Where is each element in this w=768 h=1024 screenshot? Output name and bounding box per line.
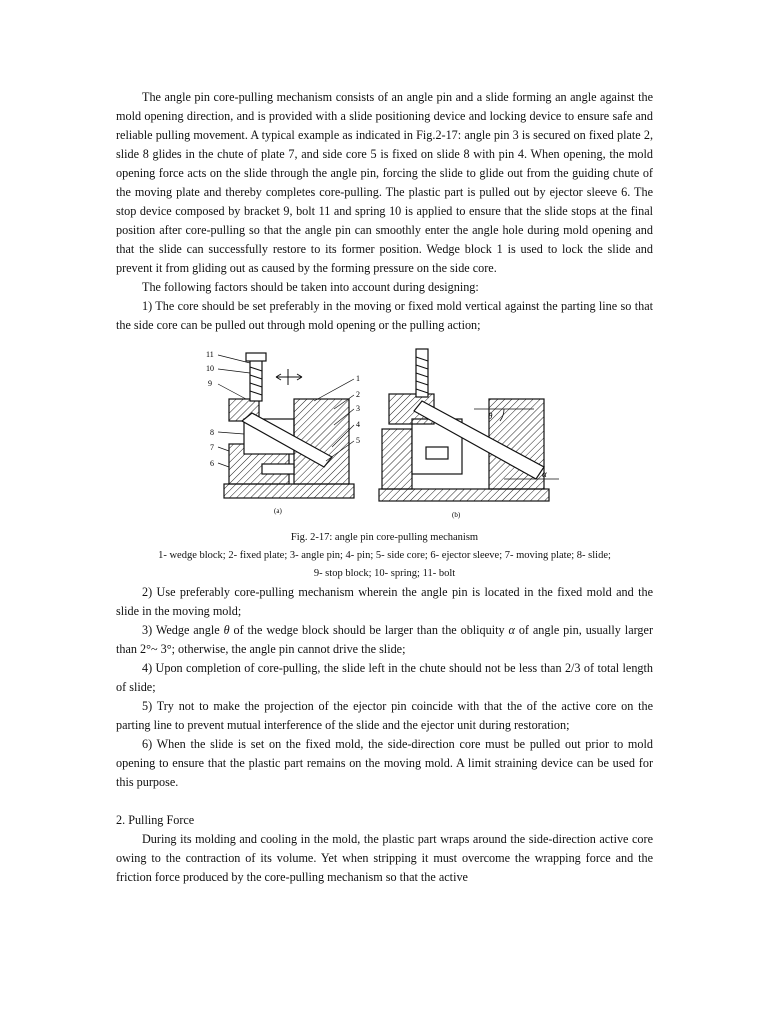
- section-heading: 2. Pulling Force: [116, 813, 195, 827]
- factor-3: [116, 621, 653, 659]
- label-11: 11: [206, 350, 214, 359]
- diagram-b: [379, 349, 559, 519]
- figure-2-17: [116, 339, 653, 529]
- figure-label-b: (b): [452, 511, 461, 519]
- label-9: 9: [208, 379, 212, 388]
- factor-3-theta: θ: [223, 623, 230, 637]
- label-6: 6: [210, 459, 214, 468]
- base-plate-b: [379, 489, 549, 501]
- label-5: 5: [356, 436, 360, 445]
- caption-title: Fig. 2-17: angle pin core-pulling mechanism: [290, 532, 479, 543]
- motion-arrow-a: [276, 374, 302, 380]
- caption-legend-2: 9- stop block; 10- spring; 11- bolt: [313, 568, 456, 579]
- document-page: [116, 88, 653, 887]
- factor-3-part-a: 3) Wedge angle: [142, 623, 224, 637]
- label-3: 3: [356, 404, 360, 413]
- factor-3-alpha: α: [508, 623, 515, 637]
- mechanism-diagram: [204, 339, 564, 529]
- base-plate-a: [224, 484, 354, 498]
- moving-plate-b: [382, 429, 412, 489]
- intro-paragraph: The angle pin core-pulling mechanism consists of an angle pin and a slide forming an angle against the mold opening direction, and is provided with a slide positioning device and locking device to ensure safe and reliable pulling movement. A typical example as indicated in Fig.2-17: angle pin 3 is secured on fixed plate 2, slide 8 glides in the chute of plate 7, and side core 5 is fixed on slide 8 with pin 4. When opening, the mold opening force acts on the slide through the angle pin, forcing the slide to glide out from the guiding chute of the moving plate and thereby completes core-pulling. The plastic part is pulled out by ejector sleeve 6. The stop device composed by bracket 9, bolt 11 and spring 10 is applied to ensure that the slide stops at the final position after core-pulling so that the angle pin can smoothly enter the angle hole during mold opening and that the slide can successfully restore to its former position. Wedge block 1 is used to lock the slide and prevent it from gliding out as caused by the forming pressure on the side core.: [116, 90, 653, 275]
- factor-5: 5) Try not to make the projection of the ejector pin coincide with that the of the active core on the parting line to prevent mutual interference of the slide and the ejector unit during restoration;: [116, 699, 653, 732]
- caption-legend-1: 1- wedge block; 2- fixed plate; 3- angle pin; 4- pin; 5- side core; 6- ejector sleeve; 7- moving plate; 8- slide;: [158, 550, 611, 561]
- ejector-sleeve-b: [426, 447, 448, 459]
- factor-6: 6) When the slide is set on the fixed mold, the side-direction core must be pulled out prior to mold opening to ensure that the plastic part remains on the moving mold. A limit straining device can be used for this purpose.: [116, 737, 653, 789]
- factor-3-part-c: of angle pin, usually larger than 2°~ 3°; otherwise, the angle pin cannot drive the slide;: [116, 623, 653, 656]
- factor-4: 4) Upon completion of core-pulling, the slide left in the chute should not be less than 2/3 of total length of slide;: [116, 661, 653, 694]
- section-body: During its molding and cooling in the mold, the plastic part wraps around the side-direction active core owing to the contraction of its volume. Yet when stripping it must overcome the wrapping force and the friction force produced by the core-pulling mechanism so that the active: [116, 832, 653, 884]
- factor-3-part-b: of the wedge block should be larger than the obliquity: [229, 623, 509, 637]
- section-spacer: [116, 792, 653, 811]
- figure-label-a: (a): [274, 507, 282, 515]
- ejector-sleeve-a: [262, 464, 294, 474]
- diagram-a: [206, 350, 360, 515]
- bolt-head-a: [246, 353, 266, 361]
- factor-1: 1) The core should be set preferably in the moving or fixed mold vertical against the parting line so that the side core can be pulled out through mold opening or the pulling action;: [116, 299, 653, 332]
- label-1: 1: [356, 374, 360, 383]
- label-10: 10: [206, 364, 214, 373]
- theta-label: θ: [488, 411, 493, 421]
- label-8: 8: [210, 428, 214, 437]
- label-2: 2: [356, 390, 360, 399]
- factors-intro: The following factors should be taken into account during designing:: [142, 280, 479, 294]
- label-4: 4: [356, 420, 360, 429]
- figure-caption: [116, 529, 653, 583]
- factor-2: 2) Use preferably core-pulling mechanism wherein the angle pin is located in the fixed mold and the slide in the moving mold;: [116, 585, 653, 618]
- alpha-label: α: [542, 469, 547, 479]
- label-7: 7: [210, 443, 214, 452]
